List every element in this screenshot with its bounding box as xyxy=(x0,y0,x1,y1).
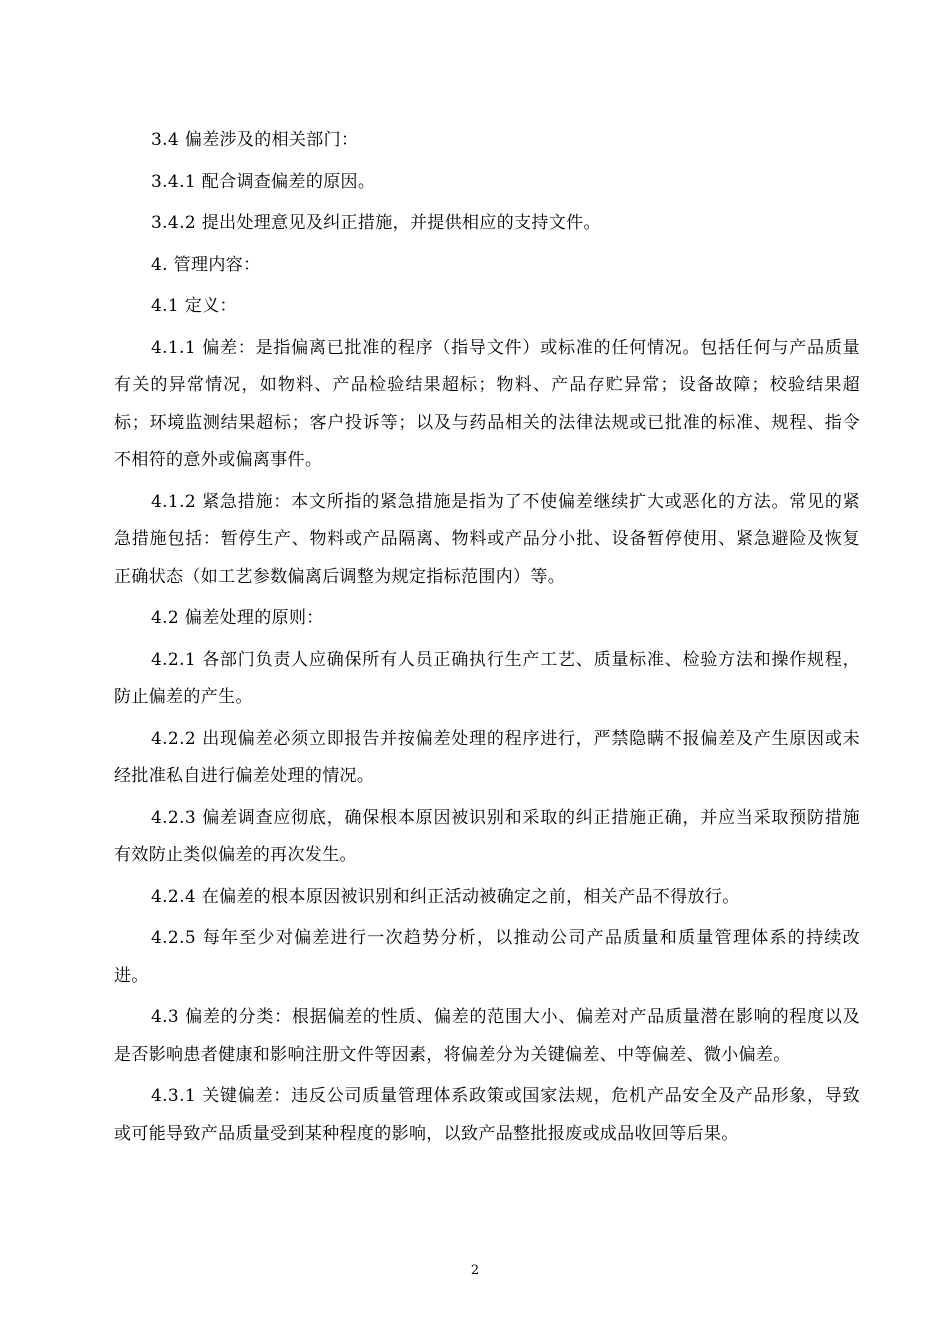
paragraph-4-2-4: 4.2.4 在偏差的根本原因被识别和纠正活动被确定之前，相关产品不得放行。 xyxy=(151,886,740,907)
paragraph-3-4-2: 3.4.2 提出处理意见及纠正措施，并提供相应的支持文件。 xyxy=(151,213,601,233)
paragraph-3-4-1: 3.4.1 配合调查偏差的原因。 xyxy=(151,171,376,192)
paragraph-4-2: 4.2 偏差处理的原则： xyxy=(151,608,324,628)
paragraph-4-1-1: 4.1.1 偏差：是指偏离已批准的程序（指导文件）或标准的任何情况。包括任何与产品质量有关的异常情况，如物料、产品检验结果超标；物料、产品存贮异常；设备故障；校验结果超标；环境监测结果超标；客户投诉等；以及与药品相关的法律法规或已批准的标准、规程、指令不相符的意外或偏离事件。 xyxy=(114,337,860,470)
paragraph-4-2-1: 4.2.1 各部门负责人应确保所有人员正确执行生产工艺、质量标准、检验方法和操作规程，防止偏差的产生。 xyxy=(114,649,860,707)
paragraph-4-1-2: 4.1.2 紧急措施：本文所指的紧急措施是指为了不使偏差继续扩大或恶化的方法。常见的紧急措施包括：暂停生产、物料或产品隔离、物料或产品分小批、设备暂停使用、紧急避险及恢复正确状态（如工艺参数偏离后调整为规定指标范围内）等。 xyxy=(114,491,860,587)
document-body xyxy=(114,122,860,1157)
paragraph-4-1: 4.1 定义： xyxy=(151,296,237,316)
paragraph-4-2-3: 4.2.3 偏差调查应彻底，确保根本原因被识别和采取的纠正措施正确，并应当采取预防措施有效防止类似偏差的再次发生。 xyxy=(114,807,860,865)
paragraph-4-2-5: 4.2.5 每年至少对偏差进行一次趋势分析，以推动公司产品质量和质量管理体系的持续改进。 xyxy=(114,928,860,986)
paragraph-3-4: 3.4 偏差涉及的相关部门： xyxy=(151,130,359,150)
section-heading-4: 4. 管理内容： xyxy=(151,254,261,275)
page-number: 2 xyxy=(470,1263,480,1278)
paragraph-4-3-1: 4.3.1 关键偏差：违反公司质量管理体系政策或国家法规，危机产品安全及产品形象，导致或可能导致产品质量受到某种程度的影响，以致产品整批报废或成品收回等后果。 xyxy=(114,1086,860,1144)
paragraph-4-2-2: 4.2.2 出现偏差必须立即报告并按偏差处理的程序进行，严禁隐瞒不报偏差及产生原因或未经批准私自进行偏差处理的情况。 xyxy=(114,728,860,786)
paragraph-4-3: 4.3 偏差的分类：根据偏差的性质、偏差的范围大小、偏差对产品质量潜在影响的程度以及是否影响患者健康和影响注册文件等因素，将偏差分为关键偏差、中等偏差、微小偏差。 xyxy=(114,1007,860,1065)
